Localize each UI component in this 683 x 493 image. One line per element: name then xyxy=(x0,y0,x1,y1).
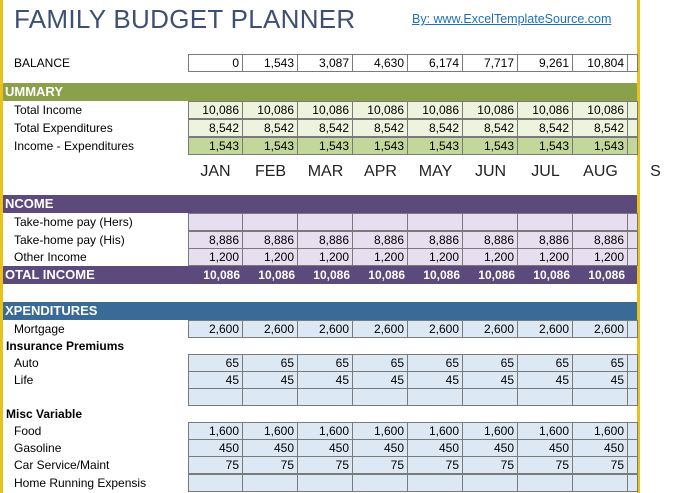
cell[interactable] xyxy=(188,474,243,492)
income-label: Take-home pay (Hers) xyxy=(14,215,133,229)
cell[interactable]: 1,600 xyxy=(463,422,518,440)
summary-row-net xyxy=(0,137,640,155)
misc-heading: Misc Variable xyxy=(6,407,83,421)
cell[interactable]: 450 xyxy=(463,439,518,457)
summary-cells xyxy=(188,137,638,155)
cell[interactable]: 75 xyxy=(188,456,243,474)
month-header: FEB xyxy=(254,163,287,180)
cell[interactable] xyxy=(298,388,353,406)
cell[interactable]: 65 xyxy=(243,354,298,372)
cell[interactable]: 7,717 xyxy=(463,54,518,72)
cell[interactable]: 450 xyxy=(298,439,353,457)
cell[interactable]: 8,886 xyxy=(573,231,628,249)
cell[interactable]: 2,600 xyxy=(298,320,353,338)
cell[interactable]: 8,542 xyxy=(573,119,628,137)
misc-label: Food xyxy=(14,424,42,438)
credit-link[interactable]: By: www.ExcelTemplateSource.com xyxy=(412,12,612,26)
cell[interactable]: 2,600 xyxy=(188,320,243,338)
cell[interactable] xyxy=(518,474,573,492)
cell[interactable]: 450 xyxy=(353,439,408,457)
misc-heading-row xyxy=(0,405,640,423)
expenditures-header: XPENDITURES xyxy=(3,302,637,320)
cell-partial[interactable] xyxy=(628,101,638,119)
cell[interactable]: 450 xyxy=(573,439,628,457)
month-header: AUG xyxy=(583,163,618,180)
cell[interactable]: 10,086 xyxy=(243,101,298,119)
balance-cells xyxy=(188,54,638,72)
income-cells xyxy=(188,231,638,249)
cell[interactable]: 45 xyxy=(298,371,353,389)
cell[interactable] xyxy=(243,388,298,406)
cell[interactable]: 65 xyxy=(518,354,573,372)
cell[interactable]: 8,542 xyxy=(353,119,408,137)
cell[interactable]: 1,600 xyxy=(188,422,243,440)
cell[interactable]: 2,600 xyxy=(408,320,463,338)
total-income-cell[interactable]: 10,086 xyxy=(588,268,625,282)
cell[interactable] xyxy=(518,213,573,231)
insurance-row-auto xyxy=(0,354,640,372)
misc-cells xyxy=(188,474,638,492)
cell[interactable] xyxy=(353,474,408,492)
cell[interactable]: 1,200 xyxy=(188,248,243,266)
cell[interactable] xyxy=(353,213,408,231)
cell[interactable]: 45 xyxy=(353,371,408,389)
cell[interactable]: 45 xyxy=(518,371,573,389)
cell[interactable] xyxy=(573,213,628,231)
cell-partial[interactable] xyxy=(628,456,638,474)
total-income-cell[interactable]: 10,086 xyxy=(368,268,405,282)
cell[interactable] xyxy=(188,213,243,231)
income-row-his xyxy=(0,231,640,249)
cell-partial[interactable] xyxy=(628,474,638,492)
income-cells xyxy=(188,213,638,231)
cell[interactable]: 8,886 xyxy=(408,231,463,249)
cell[interactable]: 10,086 xyxy=(408,101,463,119)
total-income-cells xyxy=(188,266,628,284)
cell[interactable] xyxy=(243,474,298,492)
insurance-row-empty xyxy=(0,388,640,406)
cell[interactable]: 1,200 xyxy=(243,248,298,266)
cell-partial[interactable] xyxy=(628,354,638,372)
cell[interactable]: 1,543 xyxy=(243,54,298,72)
month-headers xyxy=(188,163,683,181)
cell[interactable]: 2,600 xyxy=(518,320,573,338)
summary-label: Total Income xyxy=(14,103,83,117)
cell[interactable] xyxy=(463,388,518,406)
cell[interactable] xyxy=(298,213,353,231)
insurance-row-life xyxy=(0,371,640,389)
cell[interactable]: 45 xyxy=(463,371,518,389)
balance-label: BALANCE xyxy=(14,56,71,70)
cell-partial[interactable] xyxy=(628,371,638,389)
cell[interactable] xyxy=(573,474,628,492)
insurance-cells xyxy=(188,371,638,389)
cell-partial[interactable] xyxy=(628,119,638,137)
cell[interactable]: 8,542 xyxy=(188,119,243,137)
income-label: Other Income xyxy=(14,250,87,264)
cell[interactable]: 1,543 xyxy=(243,137,298,155)
cell[interactable]: 1,200 xyxy=(463,248,518,266)
cell[interactable]: 10,086 xyxy=(298,101,353,119)
misc-cells xyxy=(188,422,638,440)
misc-row-home-running xyxy=(0,474,640,492)
misc-label: Gasoline xyxy=(14,441,62,455)
cell[interactable]: 8,886 xyxy=(298,231,353,249)
cell[interactable] xyxy=(463,213,518,231)
cell[interactable]: 1,200 xyxy=(353,248,408,266)
summary-cells xyxy=(188,119,638,137)
cell[interactable]: 1,200 xyxy=(518,248,573,266)
summary-row-total-expenditures xyxy=(0,119,640,137)
total-income-cell[interactable]: 10,086 xyxy=(313,268,350,282)
cell-partial[interactable] xyxy=(628,54,638,72)
misc-cells xyxy=(188,456,638,474)
insurance-cells xyxy=(188,388,638,406)
cell[interactable]: 2,600 xyxy=(243,320,298,338)
cell[interactable] xyxy=(518,388,573,406)
cell[interactable]: 1,600 xyxy=(298,422,353,440)
cell[interactable]: 75 xyxy=(463,456,518,474)
income-header: NCOME xyxy=(3,195,637,213)
cell[interactable] xyxy=(408,388,463,406)
cell[interactable]: 65 xyxy=(573,354,628,372)
month-header: JUL xyxy=(531,163,560,180)
misc-cells xyxy=(188,439,638,457)
cell[interactable] xyxy=(408,213,463,231)
cell[interactable]: 8,886 xyxy=(463,231,518,249)
summary-header: UMMARY xyxy=(3,83,637,101)
cell[interactable]: 10,804 xyxy=(573,54,628,72)
cell[interactable]: 75 xyxy=(408,456,463,474)
mortgage-row xyxy=(0,320,640,338)
cell[interactable]: 1,600 xyxy=(573,422,628,440)
month-header: MAR xyxy=(307,163,344,180)
cell[interactable]: 2,600 xyxy=(573,320,628,338)
cell[interactable]: 45 xyxy=(188,371,243,389)
cell[interactable] xyxy=(243,213,298,231)
mortgage-label: Mortgage xyxy=(14,322,65,336)
cell[interactable]: 10,086 xyxy=(518,101,573,119)
cell[interactable]: 450 xyxy=(188,439,243,457)
cell[interactable]: 75 xyxy=(353,456,408,474)
total-income-cell[interactable]: 10,086 xyxy=(478,268,515,282)
month-header: MAY xyxy=(418,163,453,180)
cell[interactable]: 10,086 xyxy=(188,101,243,119)
cell[interactable]: 8,542 xyxy=(518,119,573,137)
cell[interactable]: 65 xyxy=(298,354,353,372)
cell[interactable]: 45 xyxy=(243,371,298,389)
month-header: APR xyxy=(364,163,397,180)
misc-row-car-service xyxy=(0,456,640,474)
month-header: S xyxy=(650,163,661,180)
cell[interactable]: 1,600 xyxy=(353,422,408,440)
total-income-cell[interactable]: 10,086 xyxy=(203,268,240,282)
insurance-heading: Insurance Premiums xyxy=(6,339,125,353)
cell[interactable]: 9,261 xyxy=(518,54,573,72)
cell[interactable]: 10,086 xyxy=(463,101,518,119)
cell-partial[interactable] xyxy=(628,388,638,406)
cell[interactable] xyxy=(573,388,628,406)
income-cells xyxy=(188,248,638,266)
total-income-cell[interactable]: 10,086 xyxy=(423,268,460,282)
cell[interactable]: 65 xyxy=(353,354,408,372)
mortgage-cells xyxy=(188,320,638,338)
cell-partial[interactable] xyxy=(628,213,638,231)
month-header: JUN xyxy=(474,163,507,180)
insurance-label: Auto xyxy=(14,356,39,370)
cell[interactable]: 4,630 xyxy=(353,54,408,72)
cell[interactable]: 1,543 xyxy=(353,137,408,155)
cell[interactable]: 8,542 xyxy=(463,119,518,137)
cell-partial[interactable] xyxy=(628,248,638,266)
cell[interactable]: 10,086 xyxy=(573,101,628,119)
total-income-cell[interactable]: 10,086 xyxy=(258,268,295,282)
cell[interactable]: 65 xyxy=(188,354,243,372)
cell[interactable] xyxy=(353,388,408,406)
income-label: Take-home pay (His) xyxy=(14,233,125,247)
cell[interactable]: 8,542 xyxy=(298,119,353,137)
cell[interactable]: 75 xyxy=(518,456,573,474)
cell[interactable]: 450 xyxy=(518,439,573,457)
cell[interactable] xyxy=(408,474,463,492)
total-income-row xyxy=(3,266,637,284)
cell[interactable]: 8,886 xyxy=(518,231,573,249)
cell[interactable]: 2,600 xyxy=(353,320,408,338)
cell[interactable]: 8,886 xyxy=(188,231,243,249)
cell[interactable]: 3,087 xyxy=(298,54,353,72)
cell[interactable]: 10,086 xyxy=(353,101,408,119)
cell-partial[interactable] xyxy=(628,320,638,338)
cell[interactable] xyxy=(188,388,243,406)
cell[interactable] xyxy=(298,474,353,492)
summary-row-total-income xyxy=(0,101,640,119)
insurance-label: Life xyxy=(14,373,34,387)
income-row-hers xyxy=(0,213,640,231)
cell[interactable]: 1,600 xyxy=(243,422,298,440)
total-income-label: OTAL INCOME xyxy=(5,267,95,282)
misc-label: Car Service/Maint xyxy=(14,458,110,472)
cell[interactable]: 1,200 xyxy=(573,248,628,266)
cell[interactable]: 1,543 xyxy=(298,137,353,155)
cell[interactable]: 1,543 xyxy=(188,137,243,155)
summary-cells xyxy=(188,101,638,119)
income-row-other xyxy=(0,248,640,266)
total-income-cell[interactable]: 10,086 xyxy=(533,268,570,282)
cell[interactable]: 1,543 xyxy=(573,137,628,155)
cell[interactable]: 1,200 xyxy=(408,248,463,266)
summary-label: Total Expenditures xyxy=(14,121,113,135)
cell[interactable]: 450 xyxy=(408,439,463,457)
cell[interactable]: 45 xyxy=(408,371,463,389)
cell[interactable]: 1,600 xyxy=(518,422,573,440)
page-title: FAMILY BUDGET PLANNER xyxy=(14,4,356,34)
cell-partial[interactable] xyxy=(628,439,638,457)
cell-partial[interactable] xyxy=(628,422,638,440)
misc-label: Home Running Expensis xyxy=(14,476,147,490)
misc-row-food xyxy=(0,422,640,440)
summary-label: Income - Expenditures xyxy=(14,139,135,153)
cell[interactable] xyxy=(463,474,518,492)
insurance-cells xyxy=(188,354,638,372)
cell[interactable]: 1,543 xyxy=(408,137,463,155)
cell[interactable]: 75 xyxy=(298,456,353,474)
cell[interactable]: 65 xyxy=(463,354,518,372)
cell[interactable]: 1,200 xyxy=(298,248,353,266)
cell[interactable]: 6,174 xyxy=(408,54,463,72)
cell[interactable]: 1,543 xyxy=(463,137,518,155)
cell[interactable]: 45 xyxy=(573,371,628,389)
balance-row xyxy=(0,54,640,72)
month-header: JAN xyxy=(200,163,231,180)
cell[interactable]: 0 xyxy=(188,54,243,72)
cell[interactable]: 75 xyxy=(573,456,628,474)
cell[interactable]: 8,886 xyxy=(353,231,408,249)
misc-row-gasoline xyxy=(0,439,640,457)
cell[interactable]: 8,886 xyxy=(243,231,298,249)
cell[interactable]: 8,542 xyxy=(408,119,463,137)
cell[interactable]: 75 xyxy=(243,456,298,474)
cell-partial[interactable] xyxy=(628,231,638,249)
cell[interactable]: 1,543 xyxy=(518,137,573,155)
insurance-heading-row xyxy=(0,337,640,355)
cell[interactable]: 450 xyxy=(243,439,298,457)
cell[interactable]: 1,600 xyxy=(408,422,463,440)
cell[interactable]: 2,600 xyxy=(463,320,518,338)
cell[interactable]: 65 xyxy=(408,354,463,372)
cell-partial[interactable] xyxy=(628,137,638,155)
cell[interactable]: 8,542 xyxy=(243,119,298,137)
